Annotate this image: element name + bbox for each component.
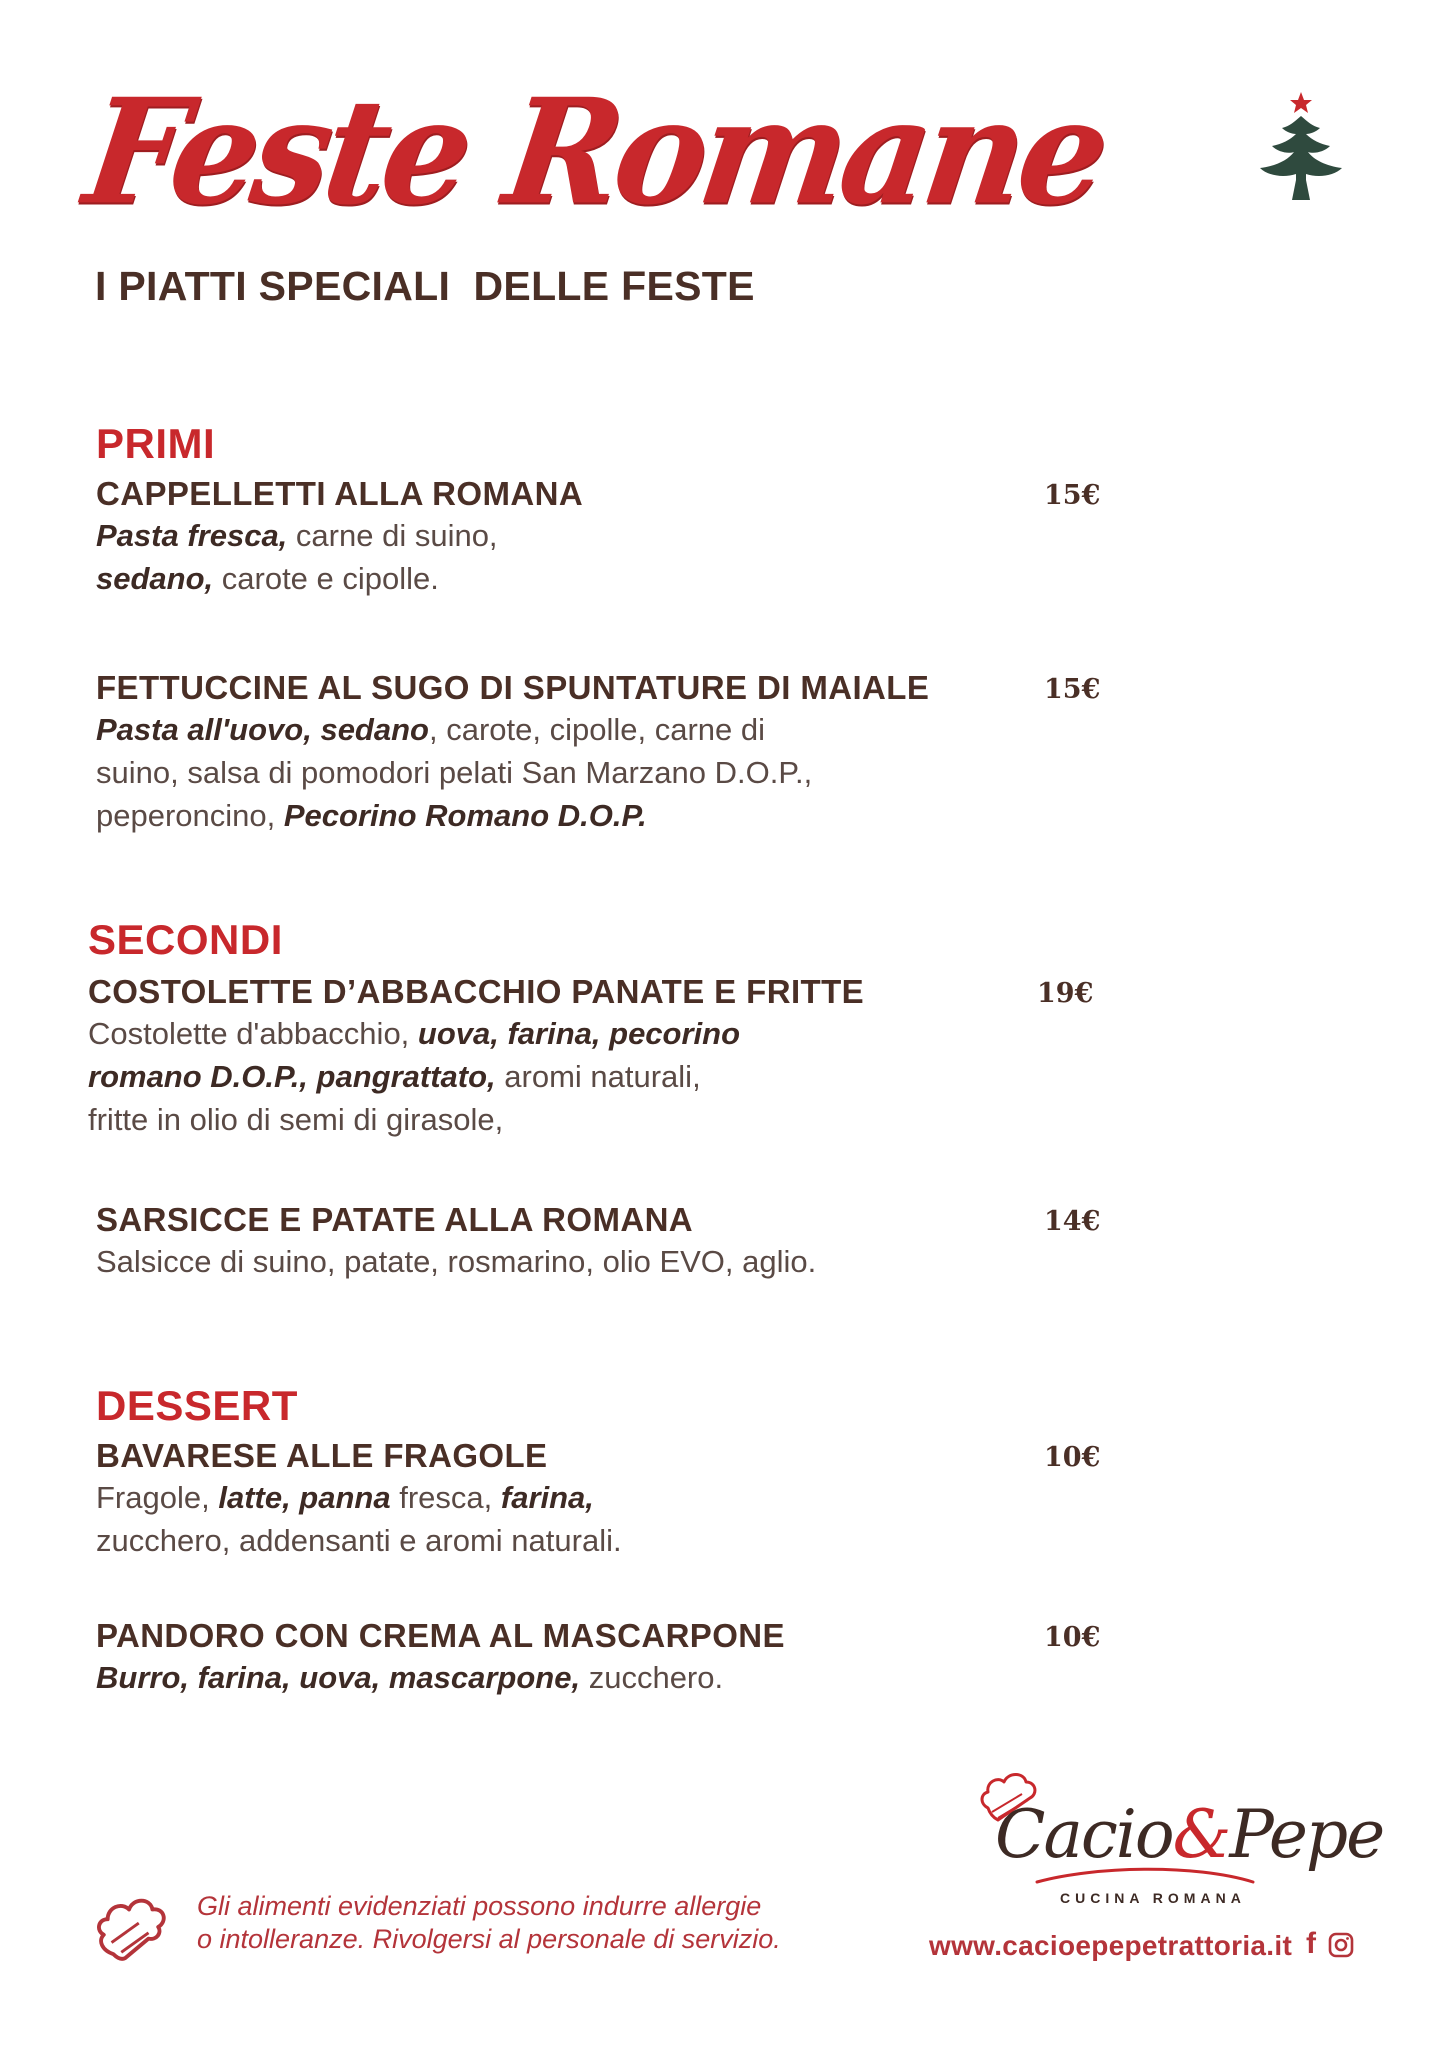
description-line bbox=[88, 1055, 864, 1098]
ingredient-text: aromi naturali, bbox=[495, 1059, 701, 1094]
menu-item bbox=[96, 1436, 622, 1562]
ingredient-text: fritte in olio di semi di girasole, bbox=[88, 1102, 504, 1137]
description-line bbox=[96, 1656, 785, 1699]
menu-item bbox=[96, 668, 929, 837]
dish-price: 10€ bbox=[1044, 1442, 1101, 1473]
description-line bbox=[96, 708, 929, 751]
dish-description bbox=[96, 1476, 622, 1562]
description-line bbox=[96, 794, 929, 837]
allergen-highlight: romano D.O.P., pangrattato, bbox=[88, 1059, 496, 1094]
dish-name: CAPPELLETTI ALLA ROMANA bbox=[96, 475, 584, 512]
dish-name: FETTUCCINE AL SUGO DI SPUNTATURE DI MAIALE bbox=[96, 669, 930, 706]
menu-item bbox=[88, 972, 864, 1141]
dish-description bbox=[96, 1656, 785, 1699]
dish-description bbox=[96, 514, 583, 600]
dish-description bbox=[96, 708, 929, 837]
facebook-icon[interactable]: f bbox=[1306, 1927, 1316, 1960]
website-link[interactable]: www.cacioepepetrattoria.it bbox=[929, 1930, 1293, 1961]
ingredient-text: carne di suino, bbox=[287, 518, 498, 553]
section-heading-primi: PRIMI bbox=[96, 420, 216, 467]
logo-name-cacio: Cacio bbox=[995, 1796, 1173, 1873]
ingredient-text: Fragole, bbox=[96, 1480, 219, 1515]
ingredient-text: carote e cipolle. bbox=[213, 561, 439, 596]
ingredient-text: zucchero, addensanti e aromi naturali. bbox=[96, 1523, 622, 1558]
dish-price: 10€ bbox=[1044, 1622, 1101, 1653]
allergen-highlight: Pasta all'uovo, sedano bbox=[96, 712, 429, 747]
dish-description bbox=[96, 1240, 816, 1283]
description-line bbox=[88, 1098, 864, 1141]
description-line bbox=[96, 751, 929, 794]
menu-title: Feste Romane bbox=[76, 65, 1114, 238]
dish-price: 15€ bbox=[1044, 480, 1101, 511]
dish-description bbox=[88, 1012, 864, 1141]
menu-item bbox=[96, 474, 583, 600]
allergen-highlight: Pecorino Romano D.O.P. bbox=[283, 798, 647, 833]
dish-name: SARSICCE E PATATE ALLA ROMANA bbox=[96, 1201, 694, 1238]
description-line bbox=[96, 514, 583, 557]
ingredient-text: , carote, cipolle, carne di bbox=[428, 712, 765, 747]
dish-name: COSTOLETTE D’ABBACCHIO PANATE E FRITTE bbox=[88, 973, 865, 1010]
allergy-notice bbox=[197, 1890, 781, 1956]
ingredient-text: Salsicce di suino, patate, rosmarino, olio EVO, aglio. bbox=[96, 1244, 817, 1279]
section-heading-secondi: SECONDI bbox=[88, 916, 283, 963]
section-heading-dessert: DESSERT bbox=[96, 1382, 298, 1429]
description-line bbox=[88, 1012, 864, 1055]
allergen-highlight: Burro, farina, uova, mascarpone, bbox=[96, 1660, 581, 1695]
allergy-notice-line-2: o intolleranze. Rivolgersi al personale di servizio. bbox=[197, 1924, 781, 1954]
menu-subtitle: I PIATTI SPECIALI DELLE FESTE bbox=[95, 263, 755, 309]
chef-hat-icon bbox=[92, 1890, 170, 1962]
dish-name: BAVARESE ALLE FRAGOLE bbox=[96, 1437, 548, 1474]
description-line bbox=[96, 1240, 816, 1283]
logo-name-pepe: Pepe bbox=[1229, 1796, 1384, 1873]
allergen-highlight: farina, bbox=[500, 1480, 594, 1515]
dish-price: 14€ bbox=[1044, 1206, 1101, 1237]
allergen-highlight: Pasta fresca, bbox=[96, 518, 288, 553]
dish-name: PANDORO CON CREMA AL MASCARPONE bbox=[96, 1617, 785, 1654]
ingredient-text: suino, salsa di pomodori pelati San Marzano D.O.P., bbox=[96, 755, 813, 790]
allergen-highlight: uova, farina, pecorino bbox=[417, 1016, 741, 1051]
instagram-icon[interactable] bbox=[1328, 1932, 1354, 1958]
description-line bbox=[96, 557, 583, 600]
menu-item bbox=[96, 1616, 785, 1699]
allergy-notice-line-1: Gli alimenti evidenziati possono indurre allergie bbox=[197, 1891, 762, 1921]
description-line bbox=[96, 1519, 622, 1562]
ingredient-text: fresca, bbox=[390, 1480, 501, 1515]
ingredient-text: Costolette d'abbacchio, bbox=[88, 1016, 418, 1051]
logo-ampersand: & bbox=[1172, 1796, 1230, 1873]
logo-tagline: CUCINA ROMANA bbox=[1060, 1890, 1246, 1906]
allergen-highlight: sedano, bbox=[96, 561, 214, 596]
christmas-tree-icon bbox=[1246, 90, 1356, 220]
allergen-highlight: latte, panna bbox=[218, 1480, 391, 1515]
dish-price: 19€ bbox=[1037, 978, 1094, 1009]
menu-item bbox=[96, 1200, 816, 1283]
logo-swoosh bbox=[1035, 1862, 1255, 1886]
ingredient-text: zucchero. bbox=[580, 1660, 724, 1695]
description-line bbox=[96, 1476, 622, 1519]
ingredient-text: peperoncino, bbox=[96, 798, 284, 833]
dish-price: 15€ bbox=[1044, 674, 1101, 705]
